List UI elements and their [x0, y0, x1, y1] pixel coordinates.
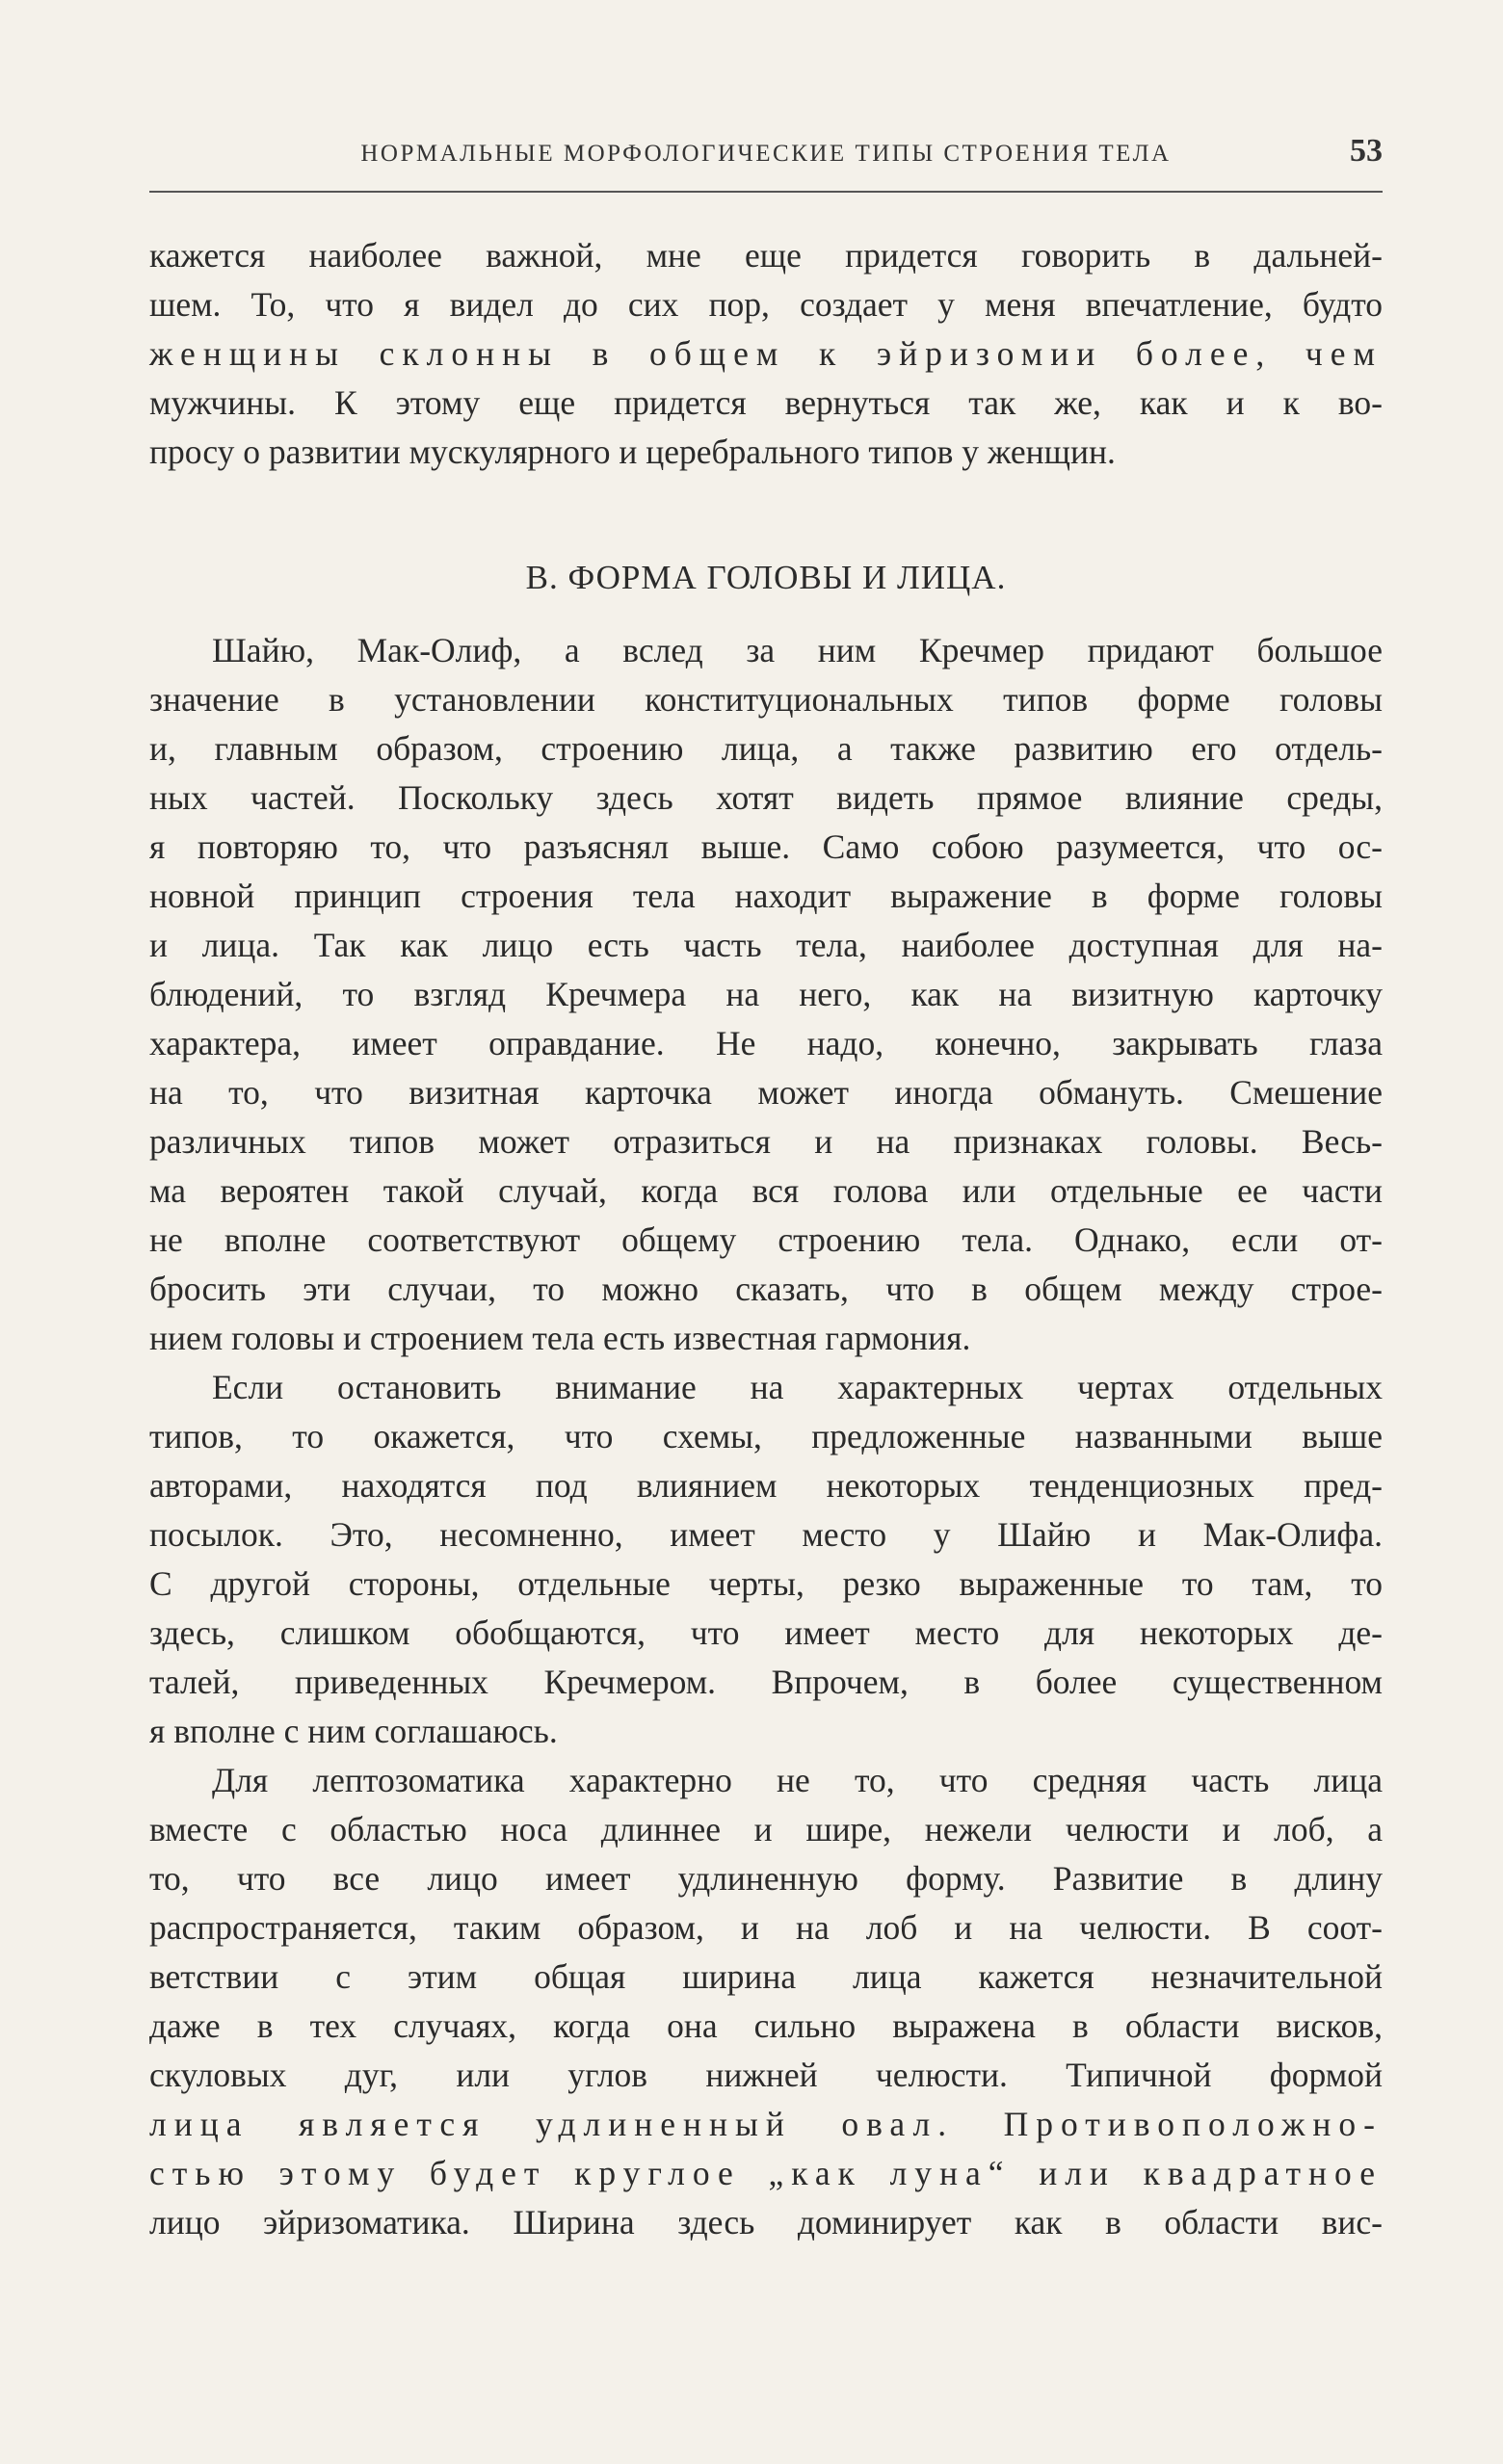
- text-line: я повторяю то, что разъяснял выше. Само собою разумеется, что ос-: [149, 827, 1383, 866]
- text-line: талей, приведенных Кречмером. Впрочем, в более существенном: [149, 1663, 1383, 1701]
- running-title: НОРМАЛЬНЫЕ МОРФОЛОГИЧЕСКИЕ ТИПЫ СТРОЕНИЯ ТЕЛА: [360, 141, 1172, 167]
- text-line: женщины склонны в общем к эйризомии более, чем: [149, 334, 1383, 373]
- text-line: кажется наиболее важной, мне еще придется говорить в дальней-: [149, 236, 1383, 275]
- text-line: Если остановить внимание на характерных чертах отдельных: [212, 1368, 1383, 1406]
- section-heading: В. ФОРМА ГОЛОВЫ И ЛИЦА.: [525, 559, 1007, 596]
- text-line: Для лептозоматика характерно не то, что средняя часть лица: [212, 1761, 1383, 1799]
- text-line: лицо эйризоматика. Ширина здесь доминирует как в области вис-: [149, 2203, 1383, 2241]
- text-line: посылок. Это, несомненно, имеет место у Шайю и Мак-Олифа.: [149, 1515, 1383, 1554]
- text-line: шем. То, что я видел до сих пор, создает у меня впечатление, будто: [149, 285, 1383, 324]
- text-line: я вполне с ним соглашаюсь.: [149, 1712, 558, 1750]
- text-line: значение в установлении конституциональных типов форме головы: [149, 680, 1383, 719]
- text-line: и лица. Так как лицо есть часть тела, наиболее доступная для на-: [149, 926, 1383, 964]
- text-line: то, что все лицо имеет удлиненную форму. Развитие в длину: [149, 1859, 1383, 1898]
- text-line: на то, что визитная карточка может иногда обмануть. Смешение: [149, 1073, 1383, 1112]
- text-line: вместе с областью носа длиннее и шире, нежели челюсти и лоб, а: [149, 1810, 1383, 1848]
- text-line: различных типов может отразиться и на признаках головы. Весь-: [149, 1122, 1383, 1161]
- text-line: авторами, находятся под влиянием некоторых тенденциозных пред-: [149, 1466, 1383, 1505]
- text-line: ветствии с этим общая ширина лица кажется незначительной: [149, 1957, 1383, 1996]
- text-line: типов, то окажется, что схемы, предложенные названными выше: [149, 1417, 1383, 1455]
- text-line: и, главным образом, строению лица, а также развитию его отдель-: [149, 729, 1383, 768]
- intro-paragraph: [149, 231, 1383, 477]
- text-line: лица является удлиненный овал. Противоположно-: [149, 2105, 1383, 2143]
- text-line: скуловых дуг, или углов нижней челюсти. Типичной формой: [149, 2056, 1383, 2094]
- text-line: распространяется, таким образом, и на лоб и на челюсти. В соот-: [149, 1908, 1383, 1947]
- text-line: даже в тех случаях, когда она сильно выражена в области висков,: [149, 2006, 1383, 2045]
- text-line: ма вероятен такой случай, когда вся голова или отдельные ее части: [149, 1171, 1383, 1210]
- text-line: стью этому будет круглое „как луна“ или квадратное: [149, 2154, 1383, 2192]
- text-line: нием головы и строением тела есть известная гармония.: [149, 1319, 971, 1357]
- page-number: 53: [1350, 133, 1383, 169]
- text-line: Шайю, Мак-Олиф, а вслед за ним Кречмер придают большое: [212, 631, 1383, 669]
- text-line: просу о развитии мускулярного и церебрального типов у женщин.: [149, 433, 1116, 471]
- text-line: бросить эти случаи, то можно сказать, что в общем между строе-: [149, 1270, 1383, 1308]
- text-line: не вполне соответствуют общему строению тела. Однако, если от-: [149, 1220, 1383, 1259]
- text-line: ных частей. Поскольку здесь хотят видеть прямое влияние среды,: [149, 778, 1383, 817]
- text-line: новной принцип строения тела находит выражение в форме головы: [149, 877, 1383, 915]
- text-line: здесь, слишком обобщаются, что имеет место для некоторых де-: [149, 1613, 1383, 1652]
- text-line: С другой стороны, отдельные черты, резко выраженные то там, то: [149, 1564, 1383, 1603]
- text-line: блюдений, то взгляд Кречмера на него, как на визитную карточку: [149, 975, 1383, 1013]
- page-header: [149, 133, 1383, 193]
- text-line: мужчины. К этому еще придется вернуться так же, как и к во-: [149, 383, 1383, 422]
- body-text: [149, 626, 1383, 2247]
- text-line: характера, имеет оправдание. Не надо, конечно, закрывать глаза: [149, 1024, 1383, 1062]
